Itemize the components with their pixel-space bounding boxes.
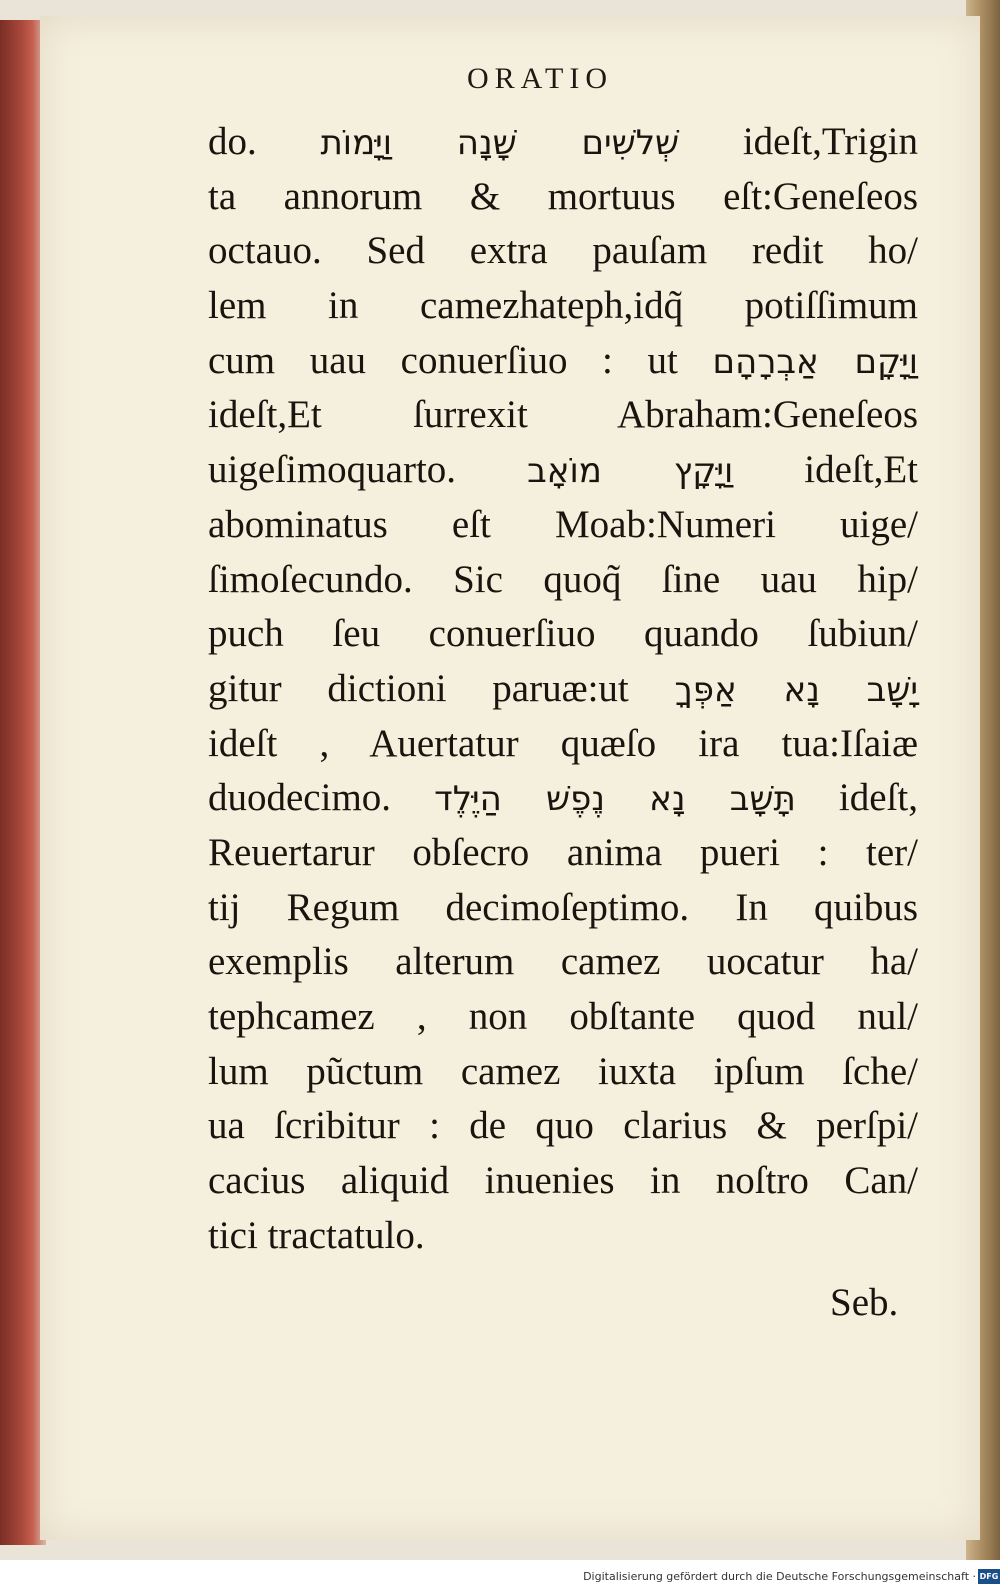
latin-text: puch ſeu conuerſiuo quando ſubiun/ <box>208 612 918 656</box>
latin-text: Reuertarur obſecro anima pueri : ter/ <box>208 830 918 874</box>
latin-text: tici tractatulo. <box>208 1213 425 1257</box>
text-line <box>208 826 918 881</box>
text-line <box>208 553 918 608</box>
latin-text: ideſt,Et <box>733 448 918 492</box>
latin-text: duodecimo. <box>208 776 435 820</box>
text-line <box>208 1045 918 1100</box>
footer-bar <box>0 1566 1000 1591</box>
latin-text: ideſt, <box>795 776 918 820</box>
funding-credit: Digitalisierung gefördert durch die Deutsche Forschungsgemeinschaft · <box>583 1570 976 1583</box>
text-line <box>208 334 918 389</box>
latin-text: cum uau conuerſiuo : ut <box>208 338 713 382</box>
text-line <box>208 990 918 1045</box>
latin-text: tephcamez , non obſtante quod nul/ <box>208 995 918 1038</box>
text-line <box>208 224 918 279</box>
text-line <box>208 498 918 553</box>
hebrew-phrase: שְׁלשִׁים שָׁנָה וַיָּמוֹת <box>320 123 680 163</box>
hebrew-phrase: וַיָּקָם אַבְרָהָם <box>712 341 918 382</box>
text-line <box>208 607 918 662</box>
text-line <box>208 1209 918 1264</box>
latin-text: tij Regum decimoſeptimo. In quibus <box>208 885 918 929</box>
hebrew-phrase: יָשָׁב נָא אַפְּךָ <box>674 669 918 710</box>
text-line <box>208 662 918 717</box>
latin-text: ideſt,Trigin <box>679 120 918 163</box>
text-line <box>208 115 918 170</box>
running-head: ORATIO <box>467 62 613 95</box>
text-line <box>208 170 918 225</box>
text-line <box>208 881 918 936</box>
latin-text: ua ſcribitur : de quo clarius & perſpi/ <box>208 1104 918 1148</box>
hebrew-phrase: וַיָּקָץ מוֹאָב <box>527 451 734 492</box>
text-line <box>208 279 918 334</box>
latin-text: exemplis alterum camez uocatur ha/ <box>208 940 918 984</box>
text-line <box>208 388 918 443</box>
latin-text: octauo. Sed extra pauſam redit ho/ <box>208 229 918 273</box>
latin-text: abominatus eſt Moab:Numeri uige/ <box>208 502 918 546</box>
latin-text: uigeſimoquarto. <box>208 448 528 492</box>
latin-text: lem in camezhateph,idq̃ potiſſimum <box>208 284 918 328</box>
text-line <box>208 1099 918 1154</box>
catchword: Seb. <box>830 1281 899 1324</box>
latin-text: ſimoſecundo. Sic quoq̃ ſine uau hip/ <box>208 557 918 601</box>
latin-text: ta annorum & mortuus eſt:Geneſeos <box>208 174 918 218</box>
text-line <box>208 717 918 772</box>
text-line <box>208 935 918 990</box>
latin-text: gitur dictioni paruæ:ut <box>208 666 675 710</box>
dfg-logo-icon: DFG <box>978 1569 1000 1584</box>
text-line <box>208 771 918 826</box>
body-text <box>208 115 918 1263</box>
latin-text: do. <box>208 120 321 163</box>
hebrew-phrase: תָּשָׁב נָא נֶפֶשׁ הַיֶּלֶד <box>434 779 796 820</box>
text-line <box>208 443 918 498</box>
latin-text: cacius aliquid inuenies in noſtro Can/ <box>208 1159 918 1203</box>
latin-text: lum pũctum camez iuxta ipſum ſche/ <box>208 1049 918 1093</box>
latin-text: ideſt , Auertatur quæſo ira tua:Iſaiæ <box>208 721 918 765</box>
latin-text: ideſt,Et ſurrexit Abraham:Geneſeos <box>208 393 918 437</box>
text-line <box>208 1154 918 1209</box>
